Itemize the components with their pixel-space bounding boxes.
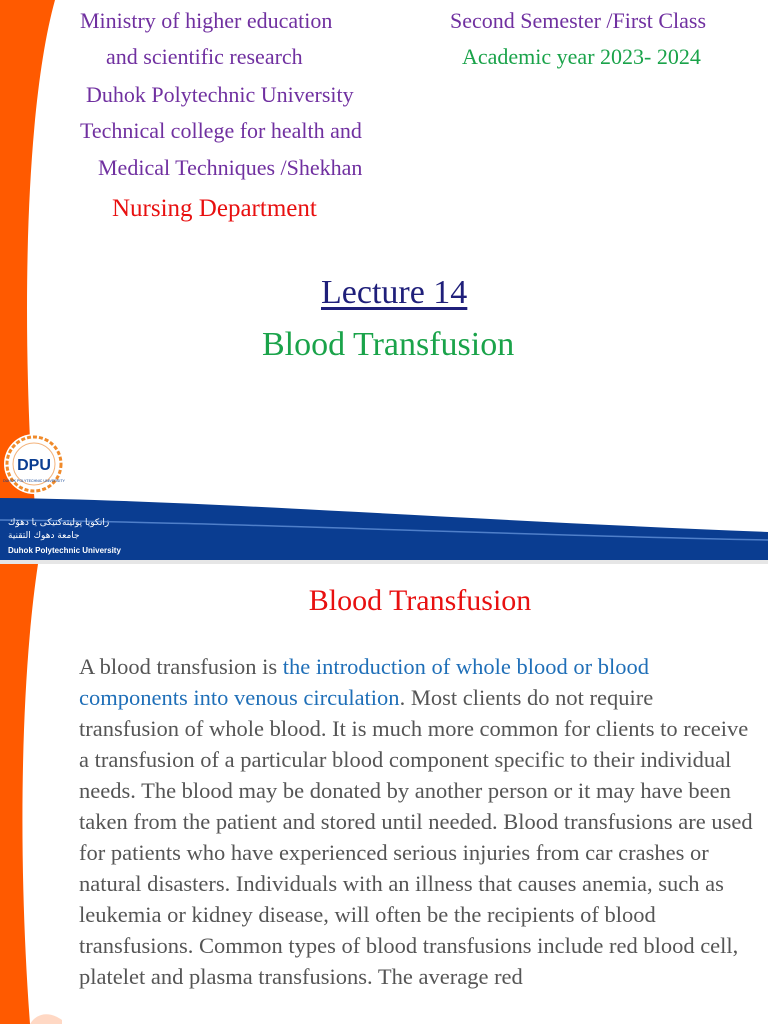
- orange-side-band: [0, 564, 38, 1024]
- university-name-english: Duhok Polytechnic University: [8, 546, 121, 555]
- paragraph-body: . Most clients do not require transfusion of whole blood. It is much more common for clients to receive a transfusion of a particular blood component specific to their individual needs. The blood may be donated by another person or it may have been taken from the patient and stored until needed. Blood transfusions are used for patients who have experienced serious injuries from car crashes or natural disasters. Individuals with an illness that causes anemia, such as leukemia or kidney disease, will often be the recipients of blood transfusions. Common types of blood transfusions include red blood cell, platelet and plasma transfusions. The average red: [79, 685, 753, 989]
- slide-title: Blood Transfusion: [308, 584, 532, 617]
- lecture-number: Lecture 14: [321, 274, 468, 311]
- corner-swoosh: [30, 1014, 62, 1024]
- ministry-line-2: and scientific research: [106, 44, 303, 69]
- lecture-topic: Blood Transfusion: [262, 326, 515, 363]
- logo-emblem-text: DPU: [17, 457, 51, 474]
- body-paragraph: [79, 651, 754, 992]
- university-name-kurdish: زانكويا پوليتەكنيكى يا دهۆك: [8, 518, 110, 528]
- academic-year-label: Academic year 2023- 2024: [462, 44, 701, 69]
- ministry-line-1: Ministry of higher education: [80, 8, 333, 33]
- college-line-1: Technical college for health and: [80, 118, 362, 143]
- college-line-2: Medical Techniques /Shekhan: [98, 155, 363, 180]
- definition-highlight: the introduction of whole blood or blood components into venous circulation: [79, 654, 649, 710]
- semester-label: Second Semester /First Class: [450, 8, 707, 33]
- content-slide: [0, 564, 768, 1024]
- university-name-arabic: جامعة دهوك التقنية: [8, 531, 80, 541]
- paragraph-lead: A blood transfusion is: [79, 654, 283, 679]
- logo-emblem-caption: DUHOK POLYTECHNIC UNIVERSITY: [3, 479, 65, 483]
- university-line: Duhok Polytechnic University: [86, 82, 354, 107]
- department-name: Nursing Department: [112, 195, 317, 222]
